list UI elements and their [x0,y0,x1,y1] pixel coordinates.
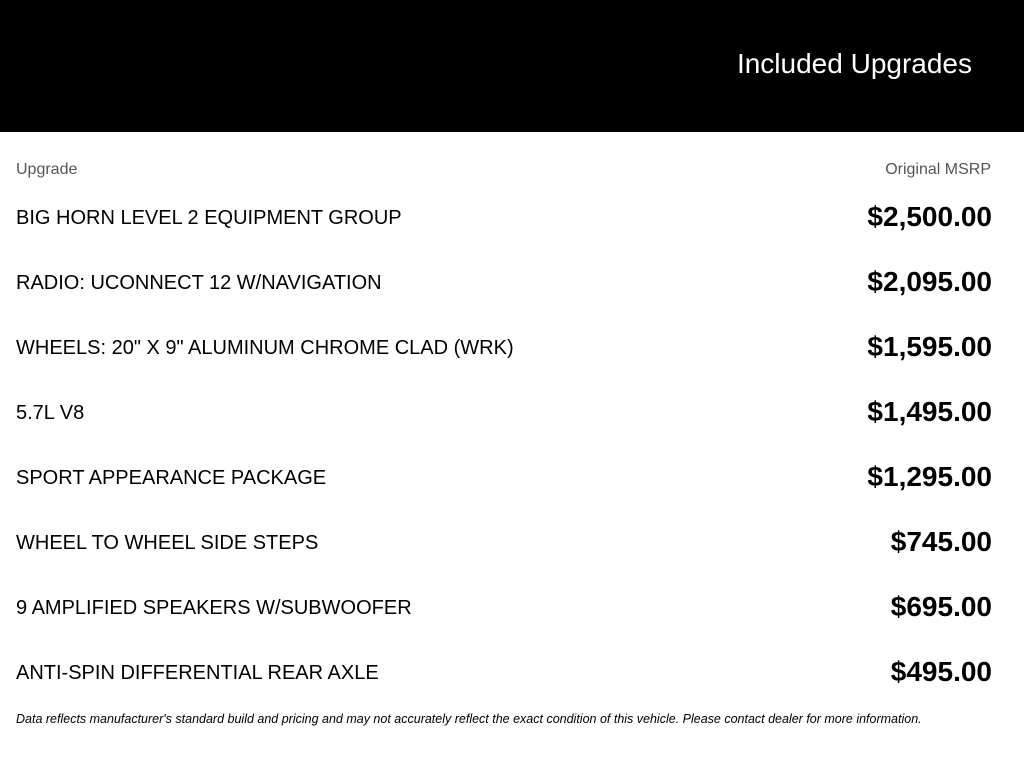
upgrade-column-header: Upgrade [16,161,78,178]
upgrade-row [16,445,992,510]
msrp-column-header: Original MSRP [885,161,991,178]
upgrade-price: $1,595.00 [867,331,992,362]
upgrade-row [16,250,992,315]
upgrade-name: SPORT APPEARANCE PACKAGE [16,467,327,489]
upgrade-row [16,640,992,705]
upgrade-name: 9 AMPLIFIED SPEAKERS W/SUBWOOFER [16,597,412,619]
upgrade-price: $495.00 [890,656,992,687]
upgrade-name: ANTI-SPIN DIFFERENTIAL REAR AXLE [16,662,379,684]
upgrade-price: $1,295.00 [867,461,992,492]
upgrade-price: $695.00 [890,591,992,622]
upgrade-name: RADIO: UCONNECT 12 W/NAVIGATION [16,272,382,294]
upgrade-price: $2,500.00 [867,201,992,232]
upgrade-price: $2,095.00 [867,266,992,297]
upgrade-row [16,575,992,640]
disclaimer-text: Data reflects manufacturer's standard build and pricing and may not accurately reflect the exact condition of this vehicle. Please contact dealer for more information. [16,712,922,726]
upgrade-name: BIG HORN LEVEL 2 EQUIPMENT GROUP [16,207,402,229]
upgrade-row [16,185,992,250]
page-title: Included Upgrades [736,48,972,79]
upgrade-row [16,510,992,575]
header-bar [0,0,1024,132]
upgrade-row [16,380,992,445]
upgrade-price: $1,495.00 [867,396,992,427]
upgrade-name: WHEELS: 20" X 9" ALUMINUM CHROME CLAD (WRK) [16,337,514,359]
upgrade-price: $745.00 [890,526,992,557]
upgrades-list [16,185,992,705]
upgrade-row [16,315,992,380]
upgrade-name: 5.7L V8 [16,402,85,424]
upgrade-name: WHEEL TO WHEEL SIDE STEPS [16,532,319,554]
